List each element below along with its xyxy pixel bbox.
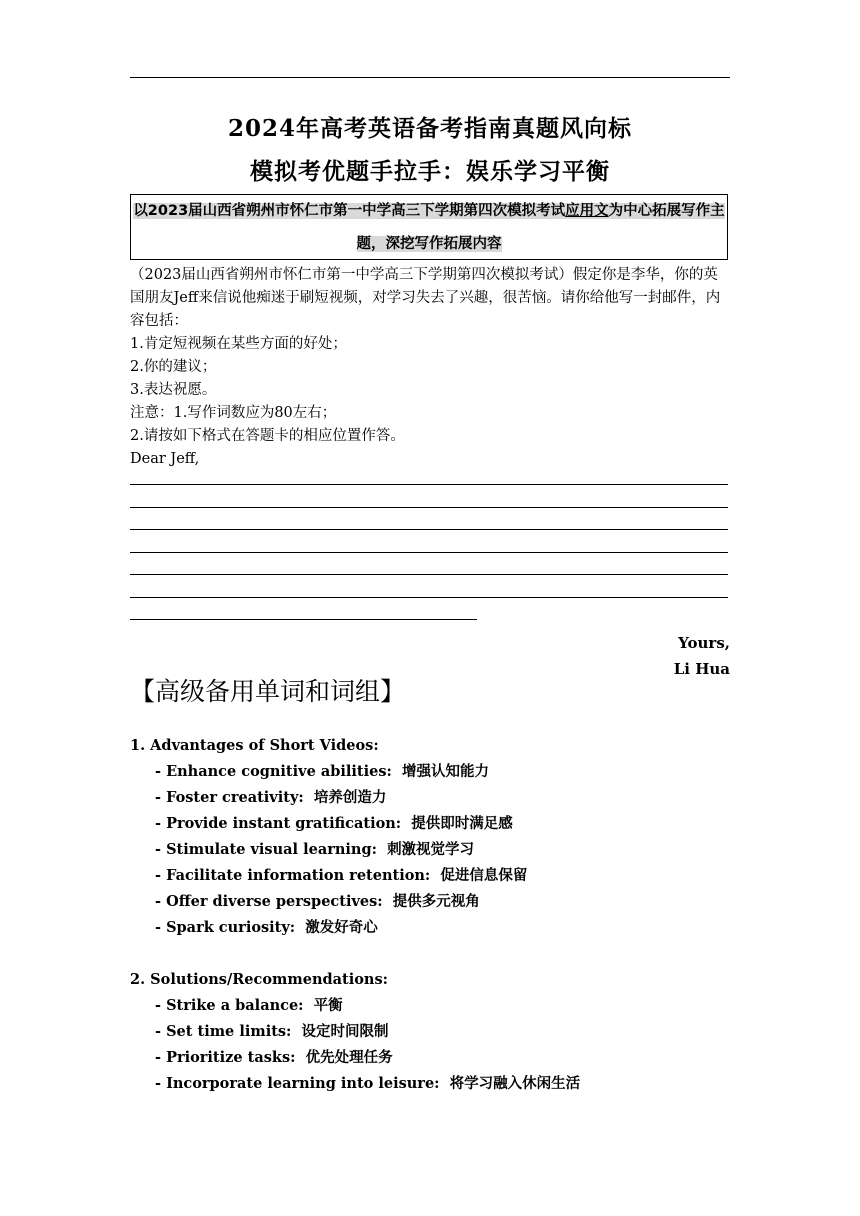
closing-name: Li Hua — [673, 660, 730, 678]
page-subtitle: 模拟考优题手拉手：娱乐学习平衡 — [250, 158, 610, 185]
vocab-item — [155, 889, 730, 915]
spacer — [130, 941, 730, 967]
vocab-item-en: - Foster creativity: — [155, 789, 304, 806]
vocab-item — [155, 1045, 730, 1071]
prompt-intro: （2023届山西省朔州市怀仁市第一中学高三下学期第四次模拟考试）假定你是李华，你的英国朋友Jeff来信说他痴迷于刷短视频，对学习失去了兴趣，很苦恼。请你给他写一封邮件，内容包括： — [130, 267, 721, 329]
vocab-item-zh: 激发好奇心 — [305, 920, 378, 936]
answer-line — [130, 484, 728, 485]
answer-line — [130, 597, 728, 598]
answer-line — [130, 507, 728, 508]
letter-closing — [530, 630, 730, 682]
topic-text-underlined: 应用文 — [565, 203, 609, 219]
vocab-item-en: - Strike a balance: — [155, 997, 304, 1014]
vocab-item-zh: 将学习融入休闲生活 — [449, 1076, 581, 1092]
prompt-point-2: 2.你的建议； — [130, 359, 217, 375]
closing-yours: Yours, — [678, 634, 730, 652]
vocab-item-zh: 刺激视觉学习 — [387, 842, 475, 858]
vocab-item-en: - Provide instant gratification: — [155, 815, 402, 832]
page-title: 2024年高考英语备考指南真题风向标 — [227, 115, 632, 142]
answer-lines — [130, 484, 730, 642]
vocab-group-title: 1. Advantages of Short Videos: — [130, 737, 379, 754]
top-rule — [130, 77, 730, 78]
vocab-item — [155, 915, 730, 941]
vocab-item — [155, 785, 730, 811]
vocab-item-en: - Offer diverse perspectives: — [155, 893, 383, 910]
vocab-item-en: - Enhance cognitive abilities: — [155, 763, 392, 780]
answer-line — [130, 574, 728, 575]
vocab-item-zh: 增强认知能力 — [401, 764, 489, 780]
vocab-item-zh: 平衡 — [313, 998, 343, 1014]
topic-box — [130, 194, 728, 260]
vocab-item-en: - Prioritize tasks: — [155, 1049, 296, 1066]
vocab-item-en: - Spark curiosity: — [155, 919, 296, 936]
vocab-group-title: 2. Solutions/Recommendations: — [130, 971, 388, 988]
vocab-item — [155, 759, 730, 785]
vocab-item-zh: 优先处理任务 — [305, 1050, 393, 1066]
vocab-item-zh: 提供多元视角 — [392, 894, 480, 910]
vocab-item — [155, 1071, 730, 1097]
vocab-list — [130, 733, 730, 1097]
prompt-note-1: 注意：1.写作词数应为80左右； — [130, 405, 337, 421]
prompt-note-2: 2.请按如下格式在答题卡的相应位置作答。 — [130, 428, 405, 444]
answer-line — [130, 619, 477, 620]
salutation: Dear Jeff, — [130, 451, 200, 467]
vocab-item — [155, 993, 730, 1019]
vocab-item-en: - Stimulate visual learning: — [155, 841, 377, 858]
vocab-item-en: - Facilitate information retention: — [155, 867, 431, 884]
answer-line — [130, 552, 728, 553]
vocab-item-zh: 促进信息保留 — [440, 868, 528, 884]
prompt-point-1: 1.肯定短视频在某些方面的好处； — [130, 336, 347, 352]
vocab-item — [155, 811, 730, 837]
vocab-item-zh: 设定时间限制 — [301, 1024, 389, 1040]
topic-text-2: 为中心拓展写作主题，深挖写作拓展内容 — [356, 203, 725, 252]
vocab-item — [155, 863, 730, 889]
vocab-item-zh: 培养创造力 — [313, 790, 387, 806]
topic-text-1: 以2023届山西省朔州市怀仁市第一中学高三下学期第四次模拟考试 — [133, 203, 566, 219]
vocab-heading: 【高级备用单词和词组】 — [130, 677, 406, 706]
prompt-point-3: 3.表达祝愿。 — [130, 382, 217, 398]
vocab-item-en: - Set time limits: — [155, 1023, 292, 1040]
vocab-item — [155, 837, 730, 863]
answer-line — [130, 529, 728, 530]
vocab-item-zh: 提供即时满足感 — [411, 816, 513, 832]
vocab-item-en: - Incorporate learning into leisure: — [155, 1075, 440, 1092]
writing-prompt — [130, 264, 730, 471]
vocab-item — [155, 1019, 730, 1045]
